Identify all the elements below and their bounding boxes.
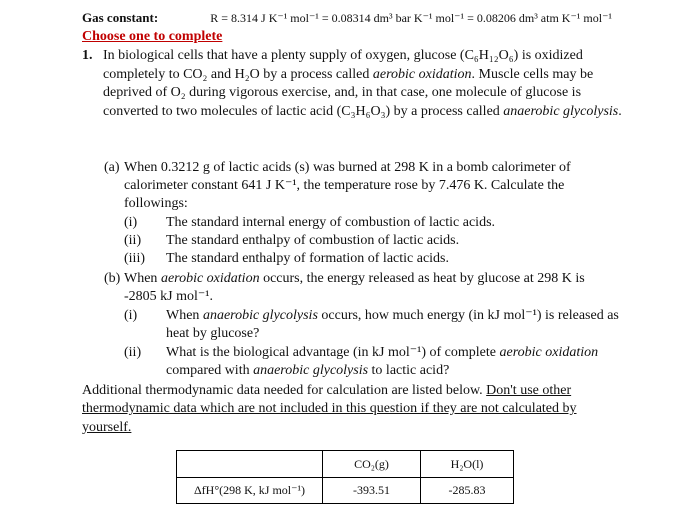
thermo-data-table bbox=[176, 450, 514, 504]
part-b-item-i-text-2: occurs, how much energy (in kJ mol⁻¹) is released as heat by glucose? bbox=[166, 308, 619, 341]
table-cell-co2: -393.51 bbox=[323, 478, 421, 504]
part-b-item-ii-text-1: What is the biological advantage (in kJ mol⁻¹) of complete bbox=[166, 345, 500, 360]
part-b-text-2: occurs, the energy released as heat by glucose at 298 K is -2805 kJ mol⁻¹. bbox=[124, 271, 585, 304]
gas-constant-value: R = 8.314 J K⁻¹ mol⁻¹ = 0.08314 dm³ bar K⁻¹ mol⁻¹ = 0.08206 dm³ atm K⁻¹ mol⁻¹ bbox=[210, 11, 612, 25]
question-text-2: . Muscle cells may be deprived of O₂ during vigorous exercise, and, in that case, one molecule of glucose is converted to two molecules of lactic acid (C₃H₆O₃) by a process called bbox=[103, 66, 594, 119]
part-a-item-iii bbox=[124, 250, 624, 268]
part-b bbox=[104, 270, 624, 306]
part-b-item-ii-body bbox=[166, 344, 624, 380]
gas-constant-label: Gas constant: bbox=[82, 10, 159, 25]
part-a-item-i-text: The standard internal energy of combustion of lactic acids. bbox=[166, 215, 496, 230]
table-row bbox=[177, 478, 514, 504]
part-b-item-ii-numeral: (ii) bbox=[124, 345, 142, 360]
question-text-1: In biological cells that have a plenty supply of oxygen, glucose (C₆H₁₂O₆) is oxidized completely to CO₂ and H₂O by a process called bbox=[103, 48, 583, 82]
part-b-item-ii bbox=[124, 344, 624, 380]
part-b-label: (b) bbox=[104, 271, 121, 286]
part-a-text: When 0.3212 g of lactic acids (s) was burned at 298 K in a bomb calorimeter of calorimeter constant 641 J K⁻¹, the temperature rose by 7.476 K. Calculate the followings: bbox=[124, 160, 571, 211]
part-a-item-ii bbox=[124, 232, 624, 250]
part-b-body bbox=[124, 270, 604, 306]
gas-constant-line bbox=[82, 10, 612, 26]
term-anaerobic-glycolysis: anaerobic glycolysis bbox=[503, 103, 619, 119]
part-a-item-i bbox=[124, 214, 624, 232]
part-b-item-i-term: anaerobic glycolysis bbox=[202, 308, 318, 323]
part-b-item-i bbox=[124, 307, 624, 343]
table-header-h2o: H₂O(l) bbox=[421, 451, 514, 478]
table-cell-h2o: -285.83 bbox=[421, 478, 514, 504]
part-a-item-ii-numeral: (ii) bbox=[124, 233, 142, 248]
part-b-item-ii-text-2: compared with bbox=[166, 363, 254, 378]
part-b-item-i-text-1: When bbox=[166, 308, 203, 323]
additional-warning: Don't use other thermodynamic data which are not included in this question if they are not calculated by yourself. bbox=[82, 383, 577, 435]
part-a bbox=[104, 159, 624, 213]
part-b-item-ii-text-3: to lactic acid? bbox=[368, 363, 450, 378]
question-number: 1. bbox=[82, 48, 93, 63]
part-b-text-1: When bbox=[124, 271, 161, 286]
question-text-3: . bbox=[618, 103, 622, 119]
part-b-item-ii-term-2: anaerobic glycolysis bbox=[253, 363, 369, 378]
question-1 bbox=[82, 47, 622, 121]
part-a-item-i-numeral: (i) bbox=[124, 215, 138, 230]
additional-data-note bbox=[82, 382, 622, 437]
table-header-co2: CO₂(g) bbox=[323, 451, 421, 478]
additional-text: Additional thermodynamic data needed for calculation are listed below. bbox=[82, 383, 487, 398]
table-header-row bbox=[177, 451, 514, 478]
choose-one-heading: Choose one to complete bbox=[82, 29, 223, 44]
part-b-item-i-numeral: (i) bbox=[124, 308, 138, 323]
question-body bbox=[103, 47, 622, 121]
part-b-term: aerobic oxidation bbox=[160, 271, 260, 286]
term-aerobic-oxidation: aerobic oxidation bbox=[372, 66, 472, 82]
table-header-empty bbox=[177, 451, 323, 478]
part-a-item-ii-text: The standard enthalpy of combustion of lactic acids. bbox=[166, 233, 460, 248]
part-a-item-iii-numeral: (iii) bbox=[124, 251, 145, 266]
part-b-item-i-body bbox=[166, 307, 624, 343]
table-row-label: ΔfH°(298 K, kJ mol⁻¹) bbox=[177, 478, 323, 504]
part-a-label: (a) bbox=[104, 160, 120, 175]
part-a-item-iii-text: The standard enthalpy of formation of lactic acids. bbox=[166, 251, 450, 266]
part-b-item-ii-term-1: aerobic oxidation bbox=[499, 345, 599, 360]
